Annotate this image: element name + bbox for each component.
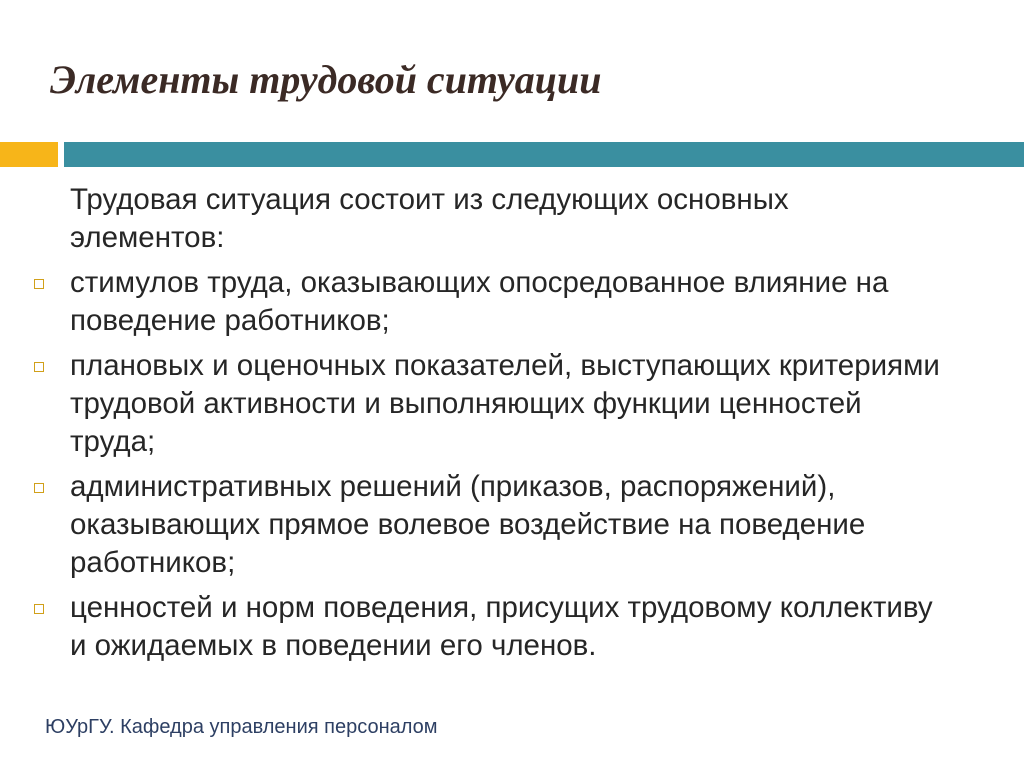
bullet-list: [0, 264, 1024, 665]
hollow-square-icon: [34, 483, 44, 493]
bullet-item: [0, 589, 950, 665]
title-divider-bar: [64, 142, 1024, 167]
slide-footer: ЮУрГУ. Кафедра управления персоналом: [45, 716, 438, 738]
hollow-square-icon: [34, 362, 44, 372]
hollow-square-icon: [34, 604, 44, 614]
bullet-item: [0, 347, 950, 461]
bullet-item: [0, 468, 950, 582]
bullet-text: стимулов труда, оказывающих опосредованное влияние на поведение работников;: [70, 266, 889, 337]
slide-title: Элементы трудовой ситуации: [50, 57, 602, 102]
accent-bar: [0, 142, 58, 167]
bullet-text: плановых и оценочных показателей, выступающих критериями трудовой активности и выполняющих функции ценностей труда;: [70, 349, 940, 458]
bullet-text: ценностей и норм поведения, присущих трудовому коллективу и ожидаемых в поведении его членов.: [70, 591, 933, 662]
bullet-item: [0, 264, 950, 340]
slide-body: [0, 181, 1024, 672]
hollow-square-icon: [34, 279, 44, 289]
bullet-text: административных решений (приказов, распоряжений), оказывающих прямое волевое воздействие на поведение работников;: [70, 470, 866, 579]
lead-text: Трудовая ситуация состоит из следующих основных элементов:: [70, 183, 789, 254]
